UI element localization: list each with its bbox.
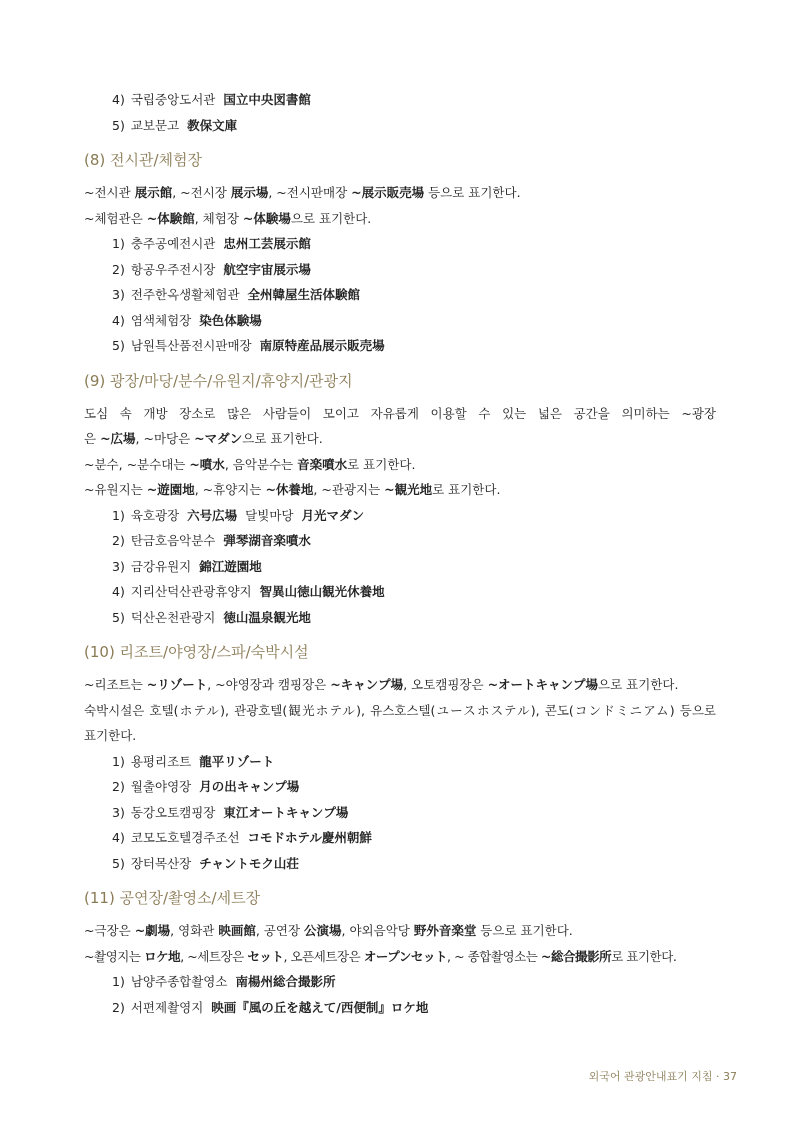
- text-span: セット: [247, 948, 284, 964]
- paragraph: [84, 477, 716, 503]
- text-span: ~リゾート: [146, 677, 208, 692]
- text-span: 로 표기한다.: [611, 948, 677, 964]
- list-item: [84, 257, 716, 283]
- paragraph: [84, 918, 716, 944]
- text-span: , ~전시판매장: [268, 185, 352, 200]
- text-span: ~극장은: [84, 923, 135, 938]
- text-span: 3): [112, 804, 125, 820]
- text-span: , 오픈세트장은: [283, 948, 364, 964]
- text-span: , ~세트장은: [180, 948, 248, 964]
- text-span: , ~야영장과 캠핑장은: [207, 677, 331, 692]
- text-span: 은: [84, 431, 101, 446]
- text-span: 3): [112, 558, 125, 574]
- text-span: ~전시관: [84, 185, 135, 200]
- text-span: ~분수, ~분수대는: [84, 456, 190, 472]
- text-span: , ~마당은: [135, 431, 195, 446]
- text-span: 音楽噴水: [297, 456, 348, 472]
- text-span: 龍平リゾート: [199, 753, 275, 769]
- item-korean: 국립중앙도서관: [130, 92, 216, 107]
- text-span: ~休養地: [265, 482, 314, 497]
- text-span: 徳山温泉観光地: [223, 609, 311, 625]
- list-item: [84, 282, 716, 308]
- text-span: 5): [112, 338, 125, 353]
- paragraph: [84, 426, 716, 452]
- text-span: 錦江遊園地: [199, 558, 262, 574]
- text-span: 東江オートキャンプ場: [223, 804, 349, 820]
- text-span: ~観光地: [384, 482, 433, 497]
- text-span: 전주한옥생활체험관: [130, 287, 240, 302]
- text-span: 2): [112, 779, 125, 794]
- text-span: 항공우주전시장: [130, 261, 216, 277]
- paragraph: 도심 속 개방 장소로 많은 사람들이 모이고 자유롭게 이용할 수 있는 넓은 공간을 의미하는 ~광장: [84, 405, 716, 421]
- text-span: ~展示販売場: [351, 185, 425, 200]
- text-span: 서편제촬영지: [130, 999, 204, 1015]
- text-span: コモドホテル慶州朝鮮: [247, 830, 372, 845]
- list-item: [84, 749, 716, 775]
- text-span: ~遊園地: [146, 482, 195, 497]
- list-item: [84, 503, 716, 529]
- text-span: ~キャンプ場: [330, 677, 404, 692]
- text-span: 弾琴湖音楽噴水: [223, 533, 311, 548]
- paragraph: 표기한다.: [84, 728, 137, 743]
- item-number: 5): [112, 117, 125, 133]
- text-span: 染色体験場: [199, 312, 262, 328]
- text-span: 忠州工芸展示館: [223, 236, 311, 251]
- text-span: 남원특산품전시판매장: [130, 338, 252, 353]
- text-span: ~総合撮影所: [540, 948, 612, 964]
- text-span: 4): [112, 830, 125, 845]
- text-span: 映画館: [218, 923, 256, 938]
- text-span: 映画『風の丘を越えて/西便制』ロケ地: [211, 999, 429, 1015]
- paragraph: [84, 944, 716, 970]
- text-span: オープンセット: [363, 948, 448, 964]
- text-span: , ~관광지는: [313, 482, 385, 497]
- text-span: ロケ地: [144, 948, 181, 964]
- text-span: 장터목산장: [130, 855, 192, 871]
- text-span: 충주공예전시관: [130, 236, 216, 251]
- list-item: [84, 995, 716, 1021]
- text-span: 月の出キャンプ場: [199, 779, 300, 794]
- text-span: 4): [112, 312, 125, 328]
- text-span: 六号広場: [187, 507, 238, 523]
- paragraph: [84, 180, 716, 206]
- text-span: 육호광장: [130, 507, 180, 523]
- text-span: ~유원지는: [84, 482, 147, 497]
- paragraph: [84, 672, 716, 698]
- text-span: 동강오토캠핑장: [130, 804, 216, 820]
- item-japanese: 教保文庫: [187, 117, 238, 133]
- text-span: 1): [112, 507, 125, 523]
- text-span: , ~ 종합촬영소는: [447, 948, 541, 964]
- text-span: 航空宇宙展示場: [223, 261, 311, 277]
- list-item: [84, 825, 716, 851]
- text-span: 코모도호텔경주조선: [130, 830, 240, 845]
- list-item: [84, 774, 716, 800]
- text-span: 2): [112, 999, 125, 1015]
- item-number: 4): [112, 92, 125, 107]
- text-span: 덕산온천관광지: [130, 609, 216, 625]
- text-span: 으로 표기한다.: [598, 677, 679, 692]
- list-item: [84, 113, 716, 139]
- list-item: [84, 87, 716, 113]
- document-body: [84, 87, 716, 1020]
- list-item: [84, 231, 716, 257]
- section-heading-10: (10) 리조트/야영장/스파/숙박시설: [84, 643, 309, 661]
- list-item: [84, 851, 716, 877]
- text-span: 5): [112, 609, 125, 625]
- text-span: 2): [112, 533, 125, 548]
- text-span: 野外音楽堂: [413, 923, 477, 938]
- text-span: 으로 표기한다.: [242, 431, 323, 446]
- list-item: [84, 528, 716, 554]
- text-span: 3): [112, 287, 125, 302]
- item-japanese: 国立中央図書館: [223, 92, 311, 107]
- list-item: [84, 800, 716, 826]
- text-span: チャントモク山荘: [199, 855, 299, 871]
- text-span: 남양주종합촬영소: [130, 974, 228, 989]
- text-span: ~촬영지는: [84, 948, 145, 964]
- paragraph: [84, 206, 716, 232]
- text-span: 1): [112, 753, 125, 769]
- text-span: 으로 표기한다.: [290, 210, 372, 226]
- list-item: [84, 969, 716, 995]
- text-span: , ~휴양지는: [194, 482, 266, 497]
- text-span: , 체험장: [194, 210, 243, 226]
- text-span: 展示館: [134, 185, 173, 200]
- list-item: [84, 605, 716, 631]
- text-span: 4): [112, 584, 125, 599]
- text-span: ~체험관은: [84, 210, 147, 226]
- text-span: ~体験場: [242, 210, 291, 226]
- text-span: 全州韓屋生活体験館: [247, 287, 361, 302]
- text-span: 1): [112, 236, 125, 251]
- text-span: 月光マダン: [301, 507, 365, 523]
- text-span: ~噴水: [189, 456, 225, 472]
- text-span: 로 표기한다.: [347, 456, 416, 472]
- paragraph: 숙박시설은 호텔(ホテル), 관광호텔(観光ホテル), 유스호스텔(ユースホステル), 콘도(コンドミニアム) 등으로: [84, 702, 716, 718]
- footer-separator: ·: [716, 1070, 720, 1083]
- paragraph: [84, 452, 716, 478]
- section-heading-8: (8) 전시관/체험장: [84, 151, 203, 169]
- text-span: 南原特産品展示販売場: [259, 338, 385, 353]
- text-span: 등으로 표기한다.: [476, 923, 573, 938]
- text-span: , 야외음악당: [341, 923, 414, 938]
- list-item: [84, 308, 716, 334]
- text-span: , ~전시장: [172, 185, 231, 200]
- text-span: , 음악분수는: [224, 456, 298, 472]
- page-footer: [560, 1068, 737, 1084]
- text-span: , 공연장: [255, 923, 304, 938]
- list-item: [84, 579, 716, 605]
- text-span: 달빛마당: [245, 507, 294, 523]
- text-span: ~体験館: [146, 210, 195, 226]
- page-number: 37: [723, 1070, 737, 1083]
- text-span: , 오토캠핑장은: [403, 677, 488, 692]
- text-span: 展示場: [230, 185, 269, 200]
- text-span: 월출야영장: [130, 779, 192, 794]
- text-span: 1): [112, 974, 125, 989]
- section-heading-9: (9) 광장/마당/분수/유원지/휴양지/관광지: [84, 371, 353, 390]
- text-span: ~広場: [100, 431, 136, 446]
- section-heading-11: (11) 공연장/촬영소/세트장: [84, 889, 261, 907]
- text-span: 용평리조트: [130, 753, 192, 769]
- text-span: 지리산덕산관광휴양지: [130, 584, 252, 599]
- text-span: 로 표기한다.: [432, 482, 501, 497]
- text-span: 금강유원지: [130, 558, 192, 574]
- text-span: 5): [112, 855, 125, 871]
- text-span: ~리조트는: [84, 677, 147, 692]
- footer-title: 외국어 관광안내표기 지침: [588, 1070, 713, 1083]
- text-span: ~劇場: [134, 923, 171, 938]
- text-span: 탄금호음악분수: [130, 533, 216, 548]
- item-korean: 교보문고: [130, 117, 180, 133]
- list-item: [84, 554, 716, 580]
- text-span: 염색체험장: [130, 312, 192, 328]
- text-span: 2): [112, 261, 125, 277]
- text-span: 南楊州総合撮影所: [235, 974, 336, 989]
- text-span: ~マダン: [194, 431, 243, 446]
- text-span: 智異山徳山観光休養地: [259, 584, 385, 599]
- text-span: 公演場: [304, 923, 342, 938]
- text-span: ~オートキャンプ場: [487, 677, 599, 692]
- list-item: [84, 333, 716, 359]
- text-span: 등으로 표기한다.: [424, 185, 521, 200]
- text-span: , 영화관: [170, 923, 219, 938]
